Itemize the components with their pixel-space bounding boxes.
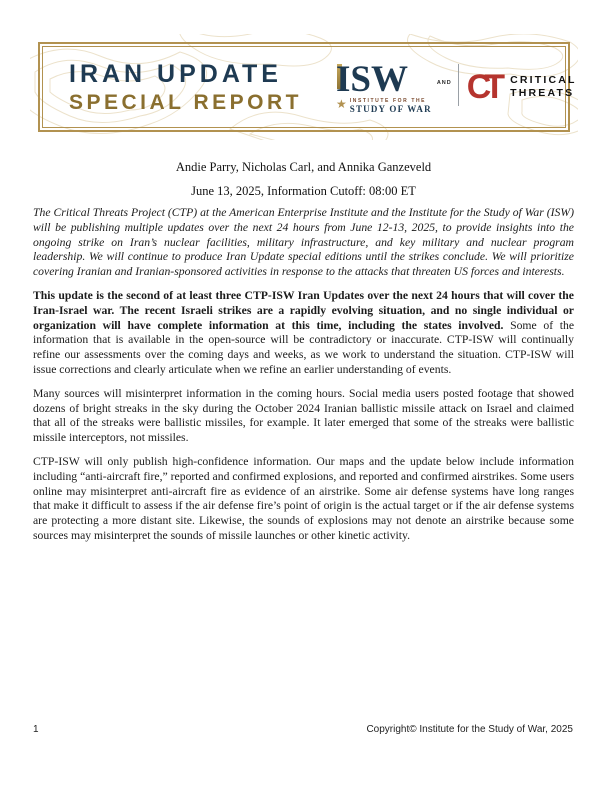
banner-title-line2: SPECIAL REPORT [69,90,302,114]
page-footer [33,724,573,735]
ct-name-block [510,74,577,100]
isw-logo [335,58,432,114]
paragraph-update-summary [33,289,574,378]
report-banner [30,34,578,140]
paragraph-update-summary-bold: This update is the second of at least three CTP-ISW Iran Updates over the next 24 hours that will cover the Iran-Israel war. The recent Israeli strikes are a rapidly evolving situation, and no single individual or organization will have complete information at this time, including the states involved. [33,288,574,332]
dateline: June 13, 2025, Information Cutoff: 08:00 ET [191,184,416,198]
isw-tagline [335,96,432,114]
logo-divider [458,64,459,106]
isw-tagline-line1: INSTITUTE FOR THE [349,97,427,104]
page-number: 1 [33,724,39,735]
banner-title-line1: IRAN UPDATE [69,59,282,88]
banner-inner-frame [42,46,577,128]
ct-monogram-icon: CT [466,68,499,106]
byline: Andie Parry, Nicholas Carl, and Annika Ganzeveld [175,160,432,174]
isw-acronym: ISW [335,58,408,100]
paragraph-update-summary-rest: Some of the information that is available in the open-source will be contradictory or inaccurate. CTP-ISW will continually refine our assessments over the coming days and weeks, as we work to understand the situation. CTP-ISW will issue corrections and clearly articulate when we refine an earlier understanding of events. [33,318,575,376]
banner-title-block [43,59,302,114]
report-body [33,206,574,553]
paragraph-intro-italic: The Critical Threats Project (CTP) at the American Enterprise Institute and the Institute for the Study of War (ISW) will be publishing multiple updates over the next 24 hours from June 12-13, 2025, to provide insights into the ongoing strike on Iran’s nuclear facilities, military infrastructure, and key military and nuclear program leadership. We will continue to produce Iran Update special editions until the strikes conclude. We will prioritize covering Iranian and Iranian-sponsored activities in response to the attacks that threaten US forces and interests. [33,206,574,279]
and-label: AND [436,80,452,86]
banner-logo-block [335,58,577,114]
isw-tagline-line2: STUDY OF WAR [349,103,432,114]
paragraph-misinterpret: Many sources will misinterpret information in the coming hours. Social media users posted footage that showed dozens of bright streaks in the sky during the October 2024 Iranian ballistic missile attack on Israel and claimed that all of the streaks were ballistic missiles, for example. It later emerged that some of the streaks were ballistic missile interceptors, not missiles. [33,386,574,445]
copyright-notice: Copyright© Institute for the Study of War, 2025 [366,724,573,735]
paragraph-high-confidence: CTP-ISW will only publish high-confidence information. Our maps and the update below include information including “anti-aircraft fire,” reported and confirmed explosions, and reported and confirmed airstrikes. Some users online may misinterpret anti-aircraft fire as evidence of an airstrike. Some air defense systems have long ranges that make it difficult to assess if the air defense fire’s point of origin is the actual target or if the air defense systems are protecting a more distant site. Likewise, the sounds of explosions may not denote an airstrike because some sources may misinterpret the sounds of missile launches or other kinetic activity. [33,454,574,542]
ct-name-line1: CRITICAL [510,74,577,86]
isw-tagline-lines [350,99,432,114]
ct-name-line2: THREATS [510,87,575,99]
star-icon: ★ [335,96,347,111]
banner-gold-frame [38,42,577,132]
critical-threats-logo [467,70,577,104]
isw-acronym-row [335,58,408,100]
